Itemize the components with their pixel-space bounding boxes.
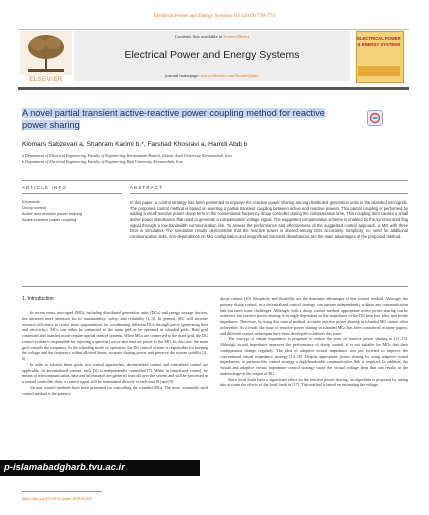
homepage-link[interactable]: www.elsevier.com/locate/ijepes bbox=[200, 73, 259, 78]
keyword-item: Active-reactive power coupling bbox=[22, 217, 77, 222]
contents-line bbox=[74, 34, 350, 39]
cover-title: ELECTRICAL POWER & ENERGY SYSTEMS bbox=[357, 36, 401, 47]
divider bbox=[22, 193, 122, 194]
publisher-name: ELSEVIER bbox=[29, 77, 63, 83]
abstract-text: In this paper, a control strategy has been presented to improve the reactive power sharing among distributed generation units in the islanded microgrids. The proposed control method is based on exerting a partial transient coupling between active and reactive powers. This partial coupling is performed by adding a small reactive power droop term in the conventional frequency droop controller during the compensation time. This coupling term causes a small active power disturbance that used to generate a compensation voltage signal. The suggested compensation scheme is enabled by the synchronized flag signal through a low-bandwidth communication link. To assess the performance and effectiveness of the suggested control approach, a MG with three DGs is simulated. The simulation results demonstrate that the reactive power is shared among DGs accurately. Simplicity, no need for additional communication links, non-dependence on MG configuration and insignificant transient disturbances are the main advantages of the proposed method. bbox=[130, 200, 408, 239]
article-info-heading: ARTICLE INFO bbox=[22, 185, 68, 190]
body-paragraph: In order to achieve these goals, two control approaches, decentralized control and centralized control are applicable. In decentralized control, each DG is independently controlled [7]. While in centralized control, by means of telecommunication, data and information are gathered from all over the system and will be processed in a central controller; then, a control signal will be transmitted directly to each unit [8] and [9]. bbox=[22, 361, 208, 384]
homepage-prefix: journal homepage: bbox=[165, 73, 201, 78]
author-list: Kiomars Sabzevari a, Shahram Karimi b,*, Farshad Khosravi a, Hamdi Abdi b bbox=[22, 141, 248, 148]
footnote-divider bbox=[22, 491, 102, 492]
crossmark-icon[interactable] bbox=[367, 110, 383, 126]
article-title bbox=[22, 108, 352, 131]
section-heading: 1. Introduction bbox=[22, 296, 54, 302]
article-title-text: A novel partial transient active-reactive power coupling method for reactive power sharing bbox=[22, 108, 325, 130]
abstract-heading: ABSTRACT bbox=[130, 185, 164, 190]
divider bbox=[22, 180, 408, 181]
body-paragraph: In recent years, microgrid (MG), including distributed generation units (DGs) and energy storage devices, has attracted more attention for its sustainability, safety, and reliability [1–3]. In general, MG will increase resource efficiency to create more opportunities for coordinating different DGs through parity (generating heat and electricity). MGs can either be connected to the main grid or be operated as islanded grids. Both grid connected and islanded mode require special control systems. When MGs are connected to the main grid, the DG control system is responsible for injecting a specified active and reactive power to the MG. In this case, the main grid controls the frequency. In the islanding mode of operation, the DG control system is responsible for keeping the voltage and the frequency within allowed limits, accurate sharing power and preserve the system stability [4–6]. bbox=[22, 310, 208, 361]
body-column-right bbox=[220, 296, 408, 388]
crossmark-glyph-icon bbox=[368, 111, 382, 125]
body-paragraph: Various control methods have been presented for controlling the islanded MGs. The most commonly used control method is the primary bbox=[22, 384, 208, 396]
sciencedirect-link[interactable]: ScienceDirect bbox=[223, 34, 249, 39]
keyword-item: Droop control bbox=[22, 205, 47, 210]
cover-band bbox=[358, 66, 400, 76]
keyword-item: Active and reactive power sharing bbox=[22, 211, 83, 216]
divider bbox=[22, 286, 408, 287]
affiliation-b: b Department of Electrical Engineering, Faculty of Engineering, Razi University, Kermanshah, Iran bbox=[22, 159, 183, 164]
body-paragraph: The concept of virtual impedance is proposed to reduce the error of reactive power sharing in [11–13]. Although virtual impedance improves the performance of droop control, it is not suitable for MGs that their configuration change regularly. The idea of adaptive virtual impedance was put forward to improve the conventional virtual impedance strategy [14–16]. Despite appropriate power sharing by using adaptive virtual impedances, to perform this control strategy a high-bandwidth communication link is required. In addition, the virtual and adaptive virtual impedance control strategy cause the virtual voltage drop that can results in the undervoltage at the output of DG. bbox=[220, 336, 408, 376]
body-paragraph: Since local loads have a significant effect on the reactive power sharing, an algorithm is proposed by taking into account the effects of the local loads in [17]. This method is based on estimating the voltage bbox=[220, 376, 408, 388]
affiliation-a: a Department of Electrical Engineering, Faculty of Engineering, Kermanshah Branch, Islamic Azad University, Kermanshah, Iran bbox=[22, 153, 232, 158]
homepage-line bbox=[74, 73, 350, 78]
body-column-left bbox=[22, 310, 208, 396]
divider bbox=[130, 193, 408, 194]
journal-reference: Electrical Power and Energy Systems 113 (2019) 758–771 bbox=[153, 13, 276, 19]
contents-prefix: Contents lists available at bbox=[175, 34, 224, 39]
watermark-text: p-islamabadgharb.tvu.ac.ir bbox=[4, 462, 125, 473]
body-paragraph: droop control [10]. Simplicity and flexibility are the dominant advantages of this control method. Although, the primary droop control, as a decentralized control strategy, can operate independently without any communication link but faces some challenges. Although, with a droop control method, appropriate active power sharing can be achieved, but reactive power sharing is strongly dependent on the impedance of the DG interface filter and feeder impedance. Therefore, by using this control method, accurate reactive power sharing in islanded MG cannot often achievable. As a result, the issue of reactive power sharing in islanded MGs has been considered in many papers, and different control techniques have been developed to address this issue. bbox=[220, 296, 408, 336]
keywords-label: Keywords: bbox=[22, 199, 41, 204]
doi-link[interactable]: https://doi.org/10.1016/j.ijepes.2019.06.026 bbox=[22, 496, 93, 501]
journal-title: Electrical Power and Energy Systems bbox=[124, 49, 300, 61]
elsevier-tree-logo bbox=[20, 31, 72, 75]
